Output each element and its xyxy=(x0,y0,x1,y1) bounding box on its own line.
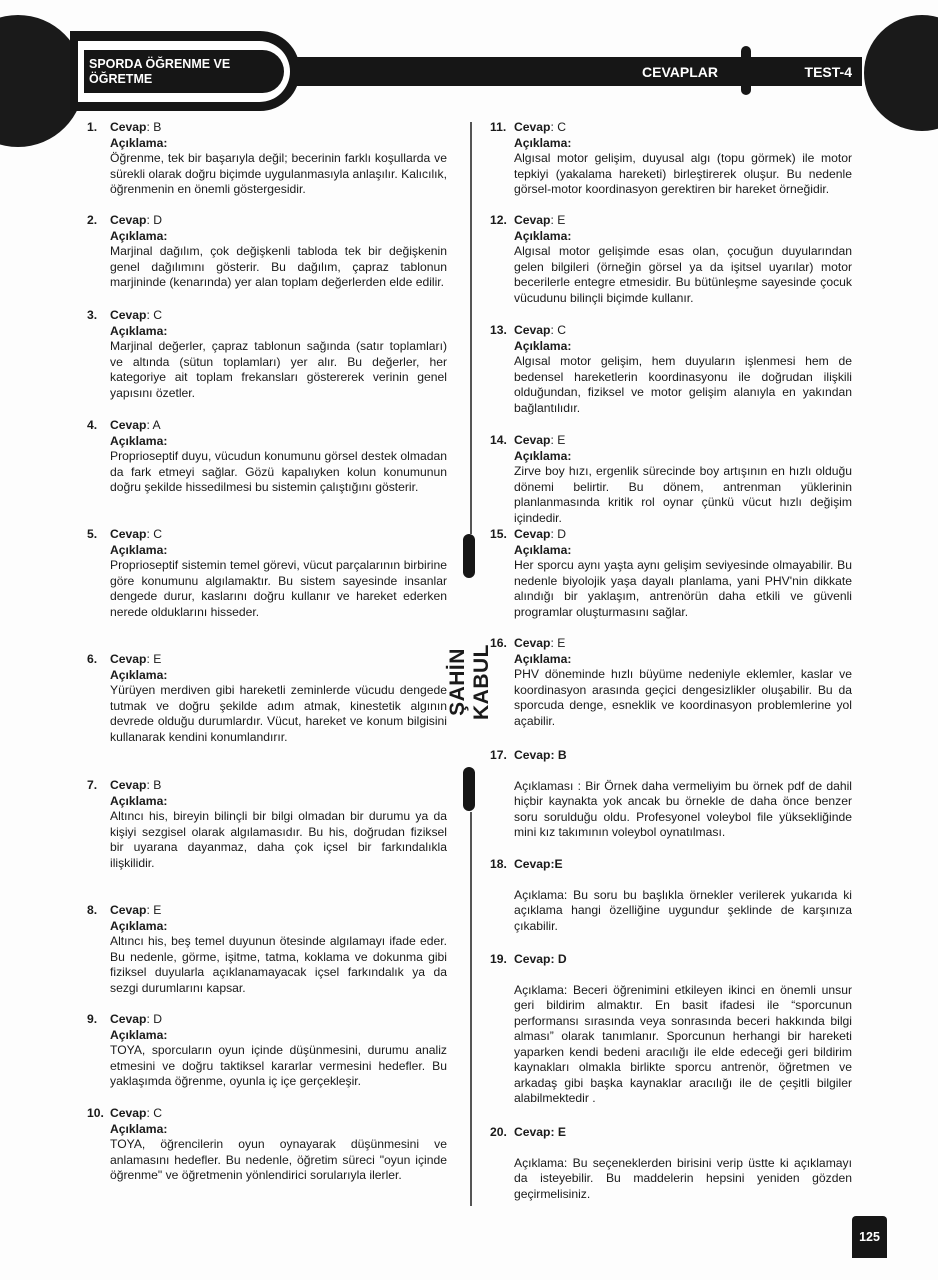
explanation-text: Algısal motor gelişim, hem duyuların işlenmesi hem de bedensel hareketlerin koordinasyonu ile doğrudan ilişkili olduğundan, fiziksel ve motor gelişim alanıyla en yakından bağlantılıdır. xyxy=(514,354,852,415)
answer-item-2 xyxy=(87,213,447,291)
answer-value: D xyxy=(557,527,566,541)
answer-heading: Cevap:E xyxy=(514,857,563,871)
explanation-text: Her sporcu aynı yaşta aynı gelişim seviyesinde olmayabilir. Bu nedenle biyolojik yaşa dayalı planlama, yani PHV'nin dikkate alındığı bir yaklaşım, antrenörün daha etkili ve güvenli programlar oluşturmasını sağlar. xyxy=(514,558,852,619)
answer-item-16 xyxy=(490,636,852,729)
answer-value: D xyxy=(153,213,162,227)
explanation-text: Açıklama: Beceri öğrenimini etkileyen ikinci en önemli unsur geri bildirim almaktır. En basit ifadesi ile “sporcunun performansı sırasında veya sonrasında beceri hakkında bilgi alması” olarak tanımlanır. Sporcunun herhangi bir hareketi yaparken kendi bedeni aracılığı ile elde edeceği geri bildirim kaynakları olmakla birlikte sporcu antrenör, öğretmen ve arkadaş gibi başka kaynaklar aracılığı ile de çeşitli bilgiler alabilmektedir . xyxy=(514,982,852,1105)
column-divider-bottom xyxy=(470,812,472,1206)
explanation-text: Altıncı his, beş temel duyunun ötesinde algılamayı ifade eder. Bu nedenle, görme, işitme, tatma, koklama ve dokunma gibi fiziksel duyularla açıklanamayacak içsel farkındalık ya da sezgi durumlarını kapsar. xyxy=(110,934,447,995)
section-title xyxy=(89,57,279,87)
answer-item-18 xyxy=(490,857,852,934)
answer-value: E xyxy=(153,903,162,917)
answer-item-9 xyxy=(87,1012,447,1090)
answer-line: Cevap: C xyxy=(110,527,162,541)
explanation-text: Marjinal değerler, çapraz tablonun sağında (satır toplamları) ve altında (sütun toplamları) yer alır. Bu değerler, her kategoriye ait toplam frekansları göstererek verinin genel yapısını özetler. xyxy=(110,339,447,400)
answer-line: Cevap: C xyxy=(110,308,162,322)
decorative-circle-right xyxy=(864,15,938,131)
explanation-text: TOYA, öğrencilerin oyun oynayarak düşünmesini ve anlamasını hedefler. Bu nedenle, öğretim süreci "oyun içinde öğrenme" ve öğretmenin yönlendirici sorularıyla ilerler. xyxy=(110,1137,447,1182)
section-title-line2: ÖĞRETME xyxy=(89,72,153,86)
question-number: 10. xyxy=(87,1106,104,1120)
question-number: 7. xyxy=(87,778,98,792)
question-number: 12. xyxy=(490,213,507,227)
answer-value: C xyxy=(153,1106,162,1120)
column-divider-top xyxy=(470,122,472,534)
answer-value: E xyxy=(557,433,566,447)
answer-item-15 xyxy=(490,527,852,620)
explanation-label: Açıklama: xyxy=(110,667,168,682)
answer-item-17 xyxy=(490,748,852,841)
page-number: 125 xyxy=(852,1216,887,1258)
explanation-text: Açıklama: Bu soru bu başlıkla örnekler verilerek yukarıda ki açıklama hangi özelliğine uygundur şeklinde de karşınıza çıkabilir. xyxy=(514,887,852,933)
answer-item-12 xyxy=(490,213,852,306)
answers-label: CEVAPLAR xyxy=(642,64,718,80)
test-label: TEST-4 xyxy=(804,64,852,80)
explanation-label: Açıklama: xyxy=(110,228,168,243)
question-number: 20. xyxy=(490,1125,507,1139)
explanation-text: Açıklama: Bu seçeneklerden birisini verip üstte ki açıklamayı da isteyebilir. Bu maddelerin hepsini yeniden gözden geçirmelisiniz. xyxy=(514,1155,852,1201)
explanation-label: Açıklama: xyxy=(110,433,168,448)
question-number: 8. xyxy=(87,903,98,917)
answer-line: Cevap: D xyxy=(110,1012,162,1026)
answer-value: D xyxy=(153,1012,162,1026)
question-number: 11. xyxy=(490,120,507,134)
explanation-text: Proprioseptif sistemin temel görevi, vücut parçalarının birbirine göre konumunu algılamaktır. Bu sistem sayesinde insanlar dengede durur, kaslarını doğru kullanır ve hareket ederken nerede olduklarını hisseder. xyxy=(110,558,447,619)
answer-line: Cevap: E xyxy=(110,652,162,666)
answer-value: C xyxy=(557,120,566,134)
explanation-label: Açıklama: xyxy=(110,1027,168,1042)
answer-heading: Cevap: D xyxy=(514,952,567,966)
explanation-text: Yürüyen merdiven gibi hareketli zeminlerde vücudu dengede tutmak ve doğru şekilde adım atmak, kinestetik algının devrede olduğu durumlardır. Vücut, hareket ve konum bilgisini kullanarak kendini konumlandırır. xyxy=(110,683,447,744)
answer-line: Cevap: A xyxy=(110,418,161,432)
answer-line: Cevap: C xyxy=(514,120,566,134)
explanation-label: Açıklama: xyxy=(110,793,168,808)
answer-line: Cevap: E xyxy=(514,213,566,227)
question-number: 4. xyxy=(87,418,98,432)
divider-pill-top xyxy=(463,534,475,578)
answer-value: E xyxy=(153,652,162,666)
explanation-label: Açıklama: xyxy=(514,135,572,150)
question-number: 1. xyxy=(87,120,98,134)
explanation-text: Algısal motor gelişimde esas olan, çocuğun duyularından gelen bilgileri (örneğin görsel ya da işitsel uyarılar) motor becerilerle entegre etmesidir. Bu bütünleşme sayesinde çocuk vücudunu bilinçli biçimde kullanır. xyxy=(514,244,852,305)
answer-value: E xyxy=(557,213,566,227)
answer-value: E xyxy=(557,636,566,650)
question-number: 19. xyxy=(490,952,507,966)
explanation-text: Altıncı his, bireyin bilinçli bir bilgi olmadan bir durumu ya da kişiyi sezgisel olarak algılamasıdır. Bu his, doğrudan fiziksel bir uyarana dayanmaz, daha çok içsel bir farkındalıkla ilişkilidir. xyxy=(110,809,447,870)
question-number: 18. xyxy=(490,857,507,871)
answer-line: Cevap: E xyxy=(110,903,162,917)
explanation-text: TOYA, sporcuların oyun içinde düşünmesini, durumu analiz etmesini ve doğru taktiksel kararlar vermesini hedefler. Bu yaklaşımda öğrenme, oyunla iç içe gerçekleşir. xyxy=(110,1043,447,1088)
answer-heading: Cevap: E xyxy=(514,1125,566,1139)
explanation-label: Açıklama: xyxy=(514,228,572,243)
answer-item-7 xyxy=(87,778,447,871)
answer-item-11 xyxy=(490,120,852,198)
question-number: 5. xyxy=(87,527,98,541)
answer-value: B xyxy=(153,120,162,134)
answer-item-14 xyxy=(490,433,852,526)
answer-item-10 xyxy=(87,1106,447,1184)
explanation-label: Açıklama: xyxy=(110,135,168,150)
answer-item-5 xyxy=(87,527,447,620)
answer-heading: Cevap: B xyxy=(514,748,567,762)
header-divider xyxy=(741,46,751,95)
explanation-label: Açıklama: xyxy=(514,651,572,666)
answer-line: Cevap: B xyxy=(110,120,162,134)
explanation-text: Marjinal dağılım, çok değişkenli tabloda tek bir değişkenin genel dağılımını gösterir. Bu dağılım, çapraz tablonun marjininde (kenarında) yer alan toplam değerlerden elde edilir. xyxy=(110,244,447,289)
answer-value: B xyxy=(153,778,162,792)
explanation-label: Açıklama: xyxy=(110,1121,168,1136)
question-number: 14. xyxy=(490,433,507,447)
question-number: 16. xyxy=(490,636,507,650)
question-number: 9. xyxy=(87,1012,98,1026)
explanation-text: Algısal motor gelişim, duyusal algı (topu görmek) ile motor tepkiyi (yakalama hareketi) birleştirerek oluşur. Bu nedenle görsel-motor koordinasyon gerektiren bir hareket örneğidir. xyxy=(514,151,852,196)
question-number: 15. xyxy=(490,527,507,541)
answer-item-20 xyxy=(490,1125,852,1202)
answer-item-19 xyxy=(490,952,852,1107)
explanation-text: Öğrenme, tek bir başarıyla değil; becerinin farklı koşullarda ve sürekli olarak doğru biçimde uygulanmasıyla anlaşılır. Kalıcılık, öğrenmenin en önemli göstergesidir. xyxy=(110,151,447,196)
explanation-label: Açıklama: xyxy=(110,323,168,338)
answer-line: Cevap: C xyxy=(514,323,566,337)
answer-item-8 xyxy=(87,903,447,996)
answer-line: Cevap: D xyxy=(514,527,566,541)
section-title-line1: SPORDA ÖĞRENME VE xyxy=(89,57,231,71)
explanation-text: Zirve boy hızı, ergenlik sürecinde boy artışının en hızlı olduğu dönemi belirtir. Bu dönem, antrenman yüklerinin planlanmasında kritik rol oynar çünkü vücut hızlı değişim içindedir. xyxy=(514,464,852,525)
question-number: 6. xyxy=(87,652,98,666)
answer-value: A xyxy=(152,418,161,432)
explanation-label: Açıklama: xyxy=(514,338,572,353)
explanation-label: Açıklama: xyxy=(110,918,168,933)
divider-pill-bottom xyxy=(463,767,475,811)
explanation-text: Açıklaması : Bir Örnek daha vermeliyim bu örnek pdf de dahil hiçbir kaynakta yok ancak bu örnekle de daha önce benzer soru sorulduğu oldu. Profesyonel voleybol file yüksekliğinde mini kız takımının voleybol oynatılması. xyxy=(514,778,852,839)
explanation-label: Açıklama: xyxy=(514,448,572,463)
answer-value: C xyxy=(153,527,162,541)
explanation-label: Açıklama: xyxy=(110,542,168,557)
question-number: 13. xyxy=(490,323,507,337)
answer-item-4 xyxy=(87,418,447,496)
answer-line: Cevap: C xyxy=(110,1106,162,1120)
question-number: 2. xyxy=(87,213,98,227)
answer-item-6 xyxy=(87,652,447,745)
question-number: 17. xyxy=(490,748,507,762)
side-author: ŞAHİN KABUL xyxy=(446,644,493,720)
answer-value: C xyxy=(153,308,162,322)
answer-line: Cevap: E xyxy=(514,433,566,447)
answer-item-1 xyxy=(87,120,447,198)
answer-item-3 xyxy=(87,308,447,401)
answer-value: C xyxy=(557,323,566,337)
explanation-label: Açıklama: xyxy=(514,542,572,557)
explanation-text: PHV döneminde hızlı büyüme nedeniyle eklemler, kaslar ve koordinasyon arasında geçici dengesizlikler oluşabilir. Bu da sporcuda denge, esneklik ve koordinasyon problemlerine yol açabilir. xyxy=(514,667,852,728)
answer-item-13 xyxy=(490,323,852,416)
explanation-text: Proprioseptif duyu, vücudun konumunu görsel destek olmadan da fark etmeyi sağlar. Gözü kapalıyken kolun konumunun doğru şekilde hissedilmesi bu sistemin çalıştığını gösterir. xyxy=(110,449,447,494)
question-number: 3. xyxy=(87,308,98,322)
answer-line: Cevap: E xyxy=(514,636,566,650)
answer-line: Cevap: B xyxy=(110,778,162,792)
answer-line: Cevap: D xyxy=(110,213,162,227)
